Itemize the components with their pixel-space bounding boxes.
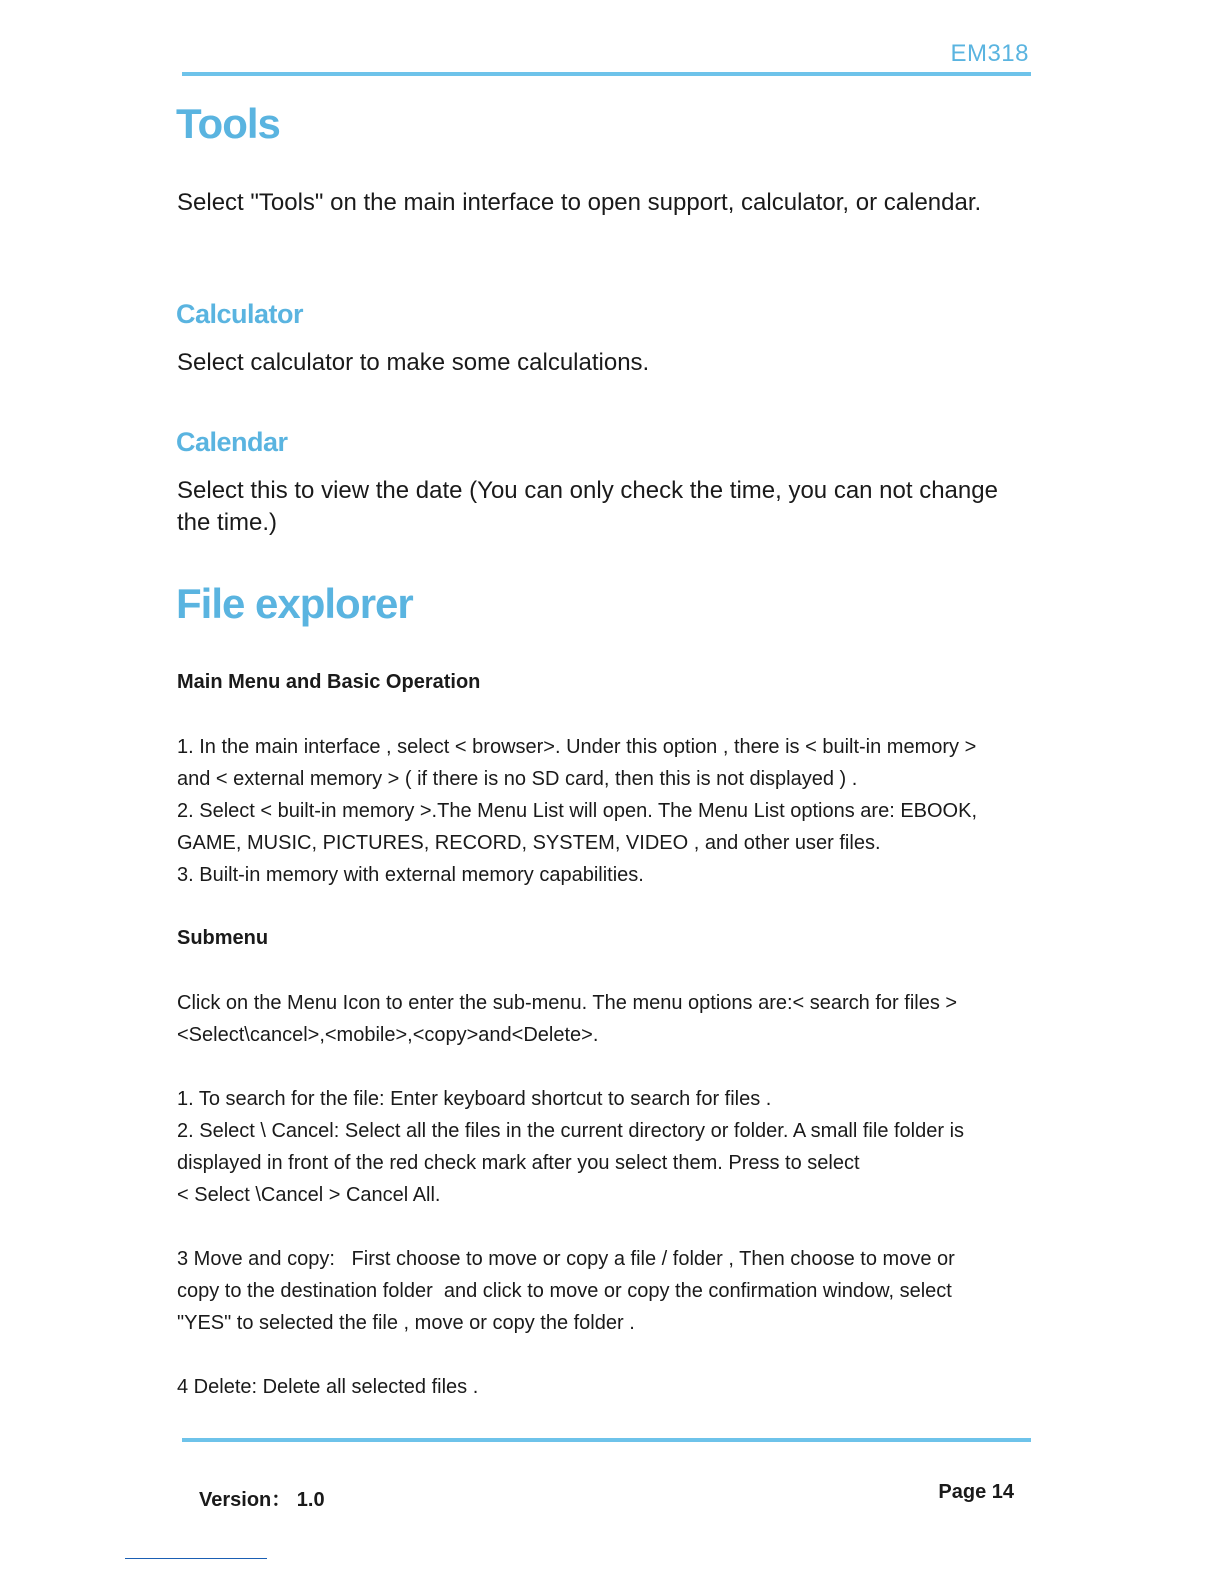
version-label: Version： 1.0 [199, 1489, 325, 1511]
submenu-intro-line: Click on the Menu Icon to enter the sub-menu. The menu options are:< search for files > [177, 992, 958, 1014]
main-menu-line: GAME, MUSIC, PICTURES, RECORD, SYSTEM, VIDEO , and other user files. [177, 832, 881, 854]
submenu-move-line: copy to the destination folder and click to move or copy the confirmation window, select [177, 1280, 952, 1302]
main-menu-line: 3. Built-in memory with external memory capabilities. [177, 864, 644, 886]
document-model-label: EM318 [950, 40, 1029, 67]
main-menu-line: 2. Select < built-in memory >.The Menu List will open. The Menu List options are: EBOOK, [177, 800, 978, 822]
main-menu-heading: Main Menu and Basic Operation [177, 671, 481, 693]
submenu-heading: Submenu [177, 927, 269, 949]
submenu-intro-line: <Select\cancel>,<mobile>,<copy>and<Delete>. [177, 1024, 599, 1046]
submenu-delete-line: 4 Delete: Delete all selected files . [177, 1376, 479, 1398]
tools-heading: Tools [176, 100, 280, 147]
footer-rule [182, 1438, 1031, 1442]
submenu-item-line: 2. Select \ Cancel: Select all the files in the current directory or folder. A small file folder is [177, 1120, 965, 1142]
submenu-item-line: displayed in front of the red check mark after you select them. Press to select [177, 1152, 860, 1174]
submenu-move-line: "YES" to selected the file , move or copy the folder . [177, 1312, 635, 1334]
file-explorer-heading: File explorer [176, 580, 413, 627]
submenu-item-line: 1. To search for the file: Enter keyboard shortcut to search for files . [177, 1088, 772, 1110]
calendar-heading: Calendar [176, 427, 288, 457]
link-underline [125, 1558, 267, 1559]
calendar-body-line-2: the time.) [177, 509, 278, 536]
main-menu-line: 1. In the main interface , select < browser>. Under this option , there is < built-in memory > [177, 736, 977, 758]
submenu-move-line: 3 Move and copy: First choose to move or copy a file / folder , Then choose to move or [177, 1248, 955, 1270]
main-menu-line: and < external memory > ( if there is no SD card, then this is not displayed ) . [177, 768, 858, 790]
calculator-body: Select calculator to make some calculations. [177, 349, 650, 376]
header-rule [182, 72, 1031, 76]
tools-intro: Select "Tools" on the main interface to open support, calculator, or calendar. [177, 189, 982, 216]
page-number: Page 14 [938, 1481, 1014, 1503]
calculator-heading: Calculator [176, 299, 304, 329]
submenu-item-line: < Select \Cancel > Cancel All. [177, 1184, 441, 1206]
calendar-body-line-1: Select this to view the date (You can only check the time, you can not change [177, 477, 998, 504]
